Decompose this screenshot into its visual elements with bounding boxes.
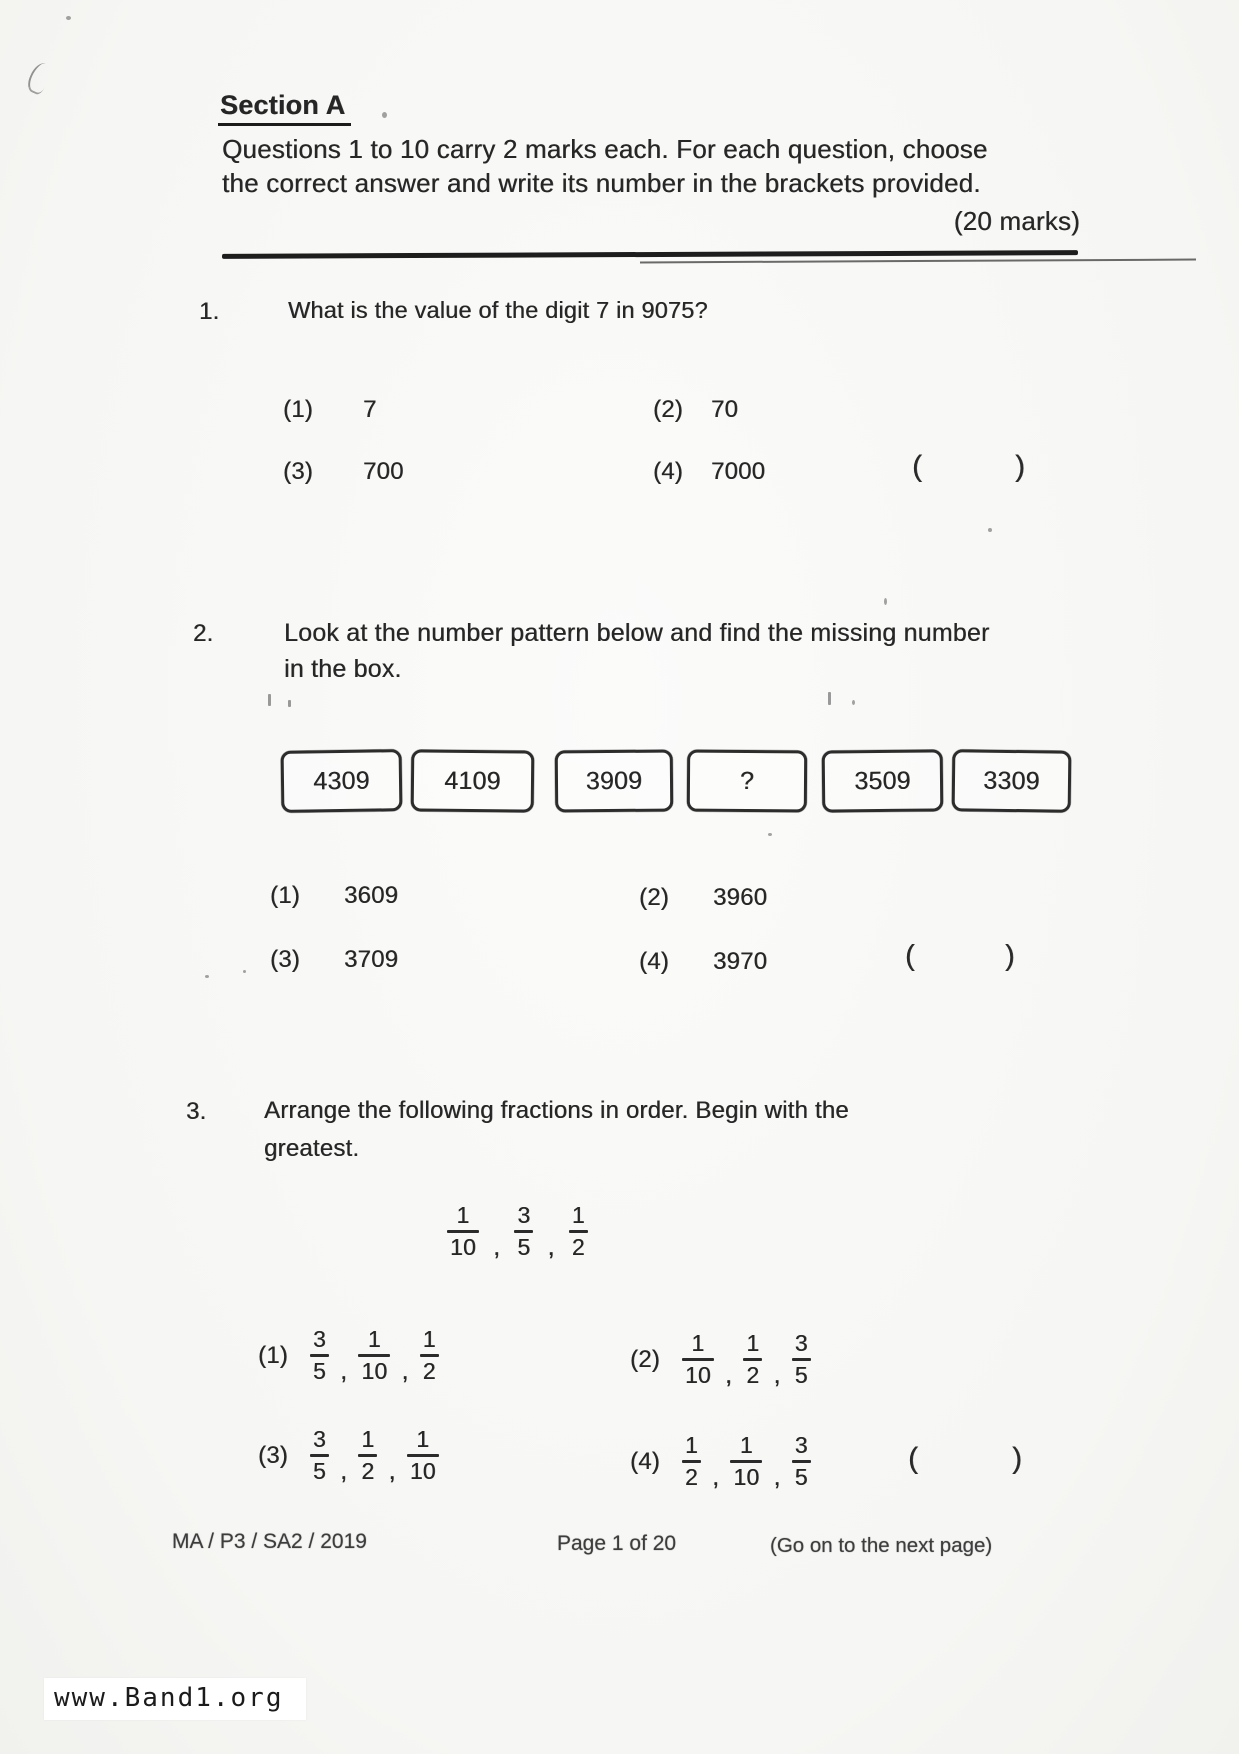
fraction-bar [358, 1354, 390, 1357]
question-number: 3. [186, 1098, 207, 1125]
answer-option [639, 948, 767, 976]
option-fractions [310, 1326, 439, 1386]
fraction-bar [569, 1230, 588, 1233]
option-label: (2) [630, 1345, 660, 1373]
option-fractions [310, 1426, 439, 1486]
fraction-numerator: 1 [367, 1326, 381, 1352]
fraction-numerator: 1 [361, 1426, 375, 1452]
fraction-comma: , [492, 1231, 501, 1262]
fraction-denominator: 5 [517, 1233, 531, 1260]
fraction [514, 1204, 533, 1259]
answer-option [630, 1330, 811, 1390]
question-text: What is the value of the digit 7 in 9075? [288, 297, 708, 323]
answer-bracket-open: ( [905, 940, 915, 972]
answer-option [653, 458, 765, 486]
fraction-comma: , [388, 1455, 396, 1486]
fraction [792, 1434, 811, 1489]
option-label: (1) [270, 882, 300, 909]
option-label: (4) [653, 458, 683, 485]
option-fractions [682, 1330, 811, 1390]
fraction-numerator: 1 [746, 1330, 760, 1356]
option-label: (4) [639, 948, 669, 975]
fraction-denominator: 2 [684, 1463, 698, 1490]
pattern-box: 4109 [411, 749, 535, 812]
scan-artifact [24, 60, 53, 97]
scan-artifact [205, 975, 209, 978]
footer-page-number: Page 1 of 20 [557, 1532, 677, 1555]
fraction-denominator: 10 [409, 1457, 436, 1484]
given-fractions [447, 1202, 588, 1262]
fraction-comma: , [773, 1359, 781, 1390]
fraction-denominator: 10 [733, 1463, 760, 1490]
fraction-numerator: 3 [794, 1330, 808, 1356]
option-label: (3) [270, 946, 300, 973]
fraction-bar [682, 1460, 701, 1463]
fraction-comma: , [547, 1231, 555, 1262]
fraction-numerator: 3 [517, 1202, 531, 1228]
question-text: Arrange the following fractions in order. Begin with the [264, 1097, 849, 1124]
option-label: (1) [283, 396, 313, 423]
fraction [310, 1428, 329, 1483]
pattern-box: 3309 [952, 749, 1072, 812]
fraction [682, 1434, 701, 1489]
option-value: 3609 [344, 882, 399, 909]
question-number: 1. [199, 298, 220, 325]
answer-option [258, 1326, 439, 1386]
option-label: (3) [258, 1441, 288, 1469]
fraction-bar [310, 1454, 329, 1457]
section-divider-rule [222, 250, 1078, 258]
fraction [407, 1428, 439, 1483]
fraction [310, 1328, 329, 1383]
fraction [743, 1332, 762, 1387]
fraction-numerator: 1 [691, 1330, 705, 1356]
question-text: in the box. [284, 655, 402, 683]
footer-paper-code: MA / P3 / SA2 / 2019 [172, 1530, 367, 1553]
fraction-numerator: 1 [456, 1202, 470, 1228]
fraction-bar [447, 1230, 479, 1233]
scan-artifact [288, 700, 291, 707]
answer-bracket-close: ) [1015, 450, 1026, 483]
fraction-numerator: 3 [794, 1432, 808, 1458]
pattern-box: 3909 [555, 749, 674, 812]
fraction [682, 1332, 714, 1387]
pattern-box: 4309 [281, 749, 403, 813]
answer-option [639, 884, 767, 912]
option-value: 3960 [713, 884, 768, 911]
fraction [358, 1428, 377, 1483]
answer-bracket-close: ) [1012, 1442, 1023, 1475]
fraction [447, 1204, 479, 1259]
answer-option [258, 1426, 439, 1486]
option-value: 3709 [344, 946, 399, 973]
scan-artifact [268, 694, 271, 706]
section-divider-rule-echo [640, 259, 1196, 264]
scan-artifact [382, 112, 387, 118]
fraction-comma: , [339, 1355, 348, 1386]
answer-option [270, 882, 398, 910]
fraction-comma: , [711, 1461, 720, 1492]
pattern-box: 3509 [822, 749, 944, 812]
watermark-url: www.Band1.org [54, 1683, 284, 1713]
fraction-denominator: 5 [794, 1361, 808, 1388]
option-label: (1) [258, 1341, 288, 1369]
scan-artifact [988, 528, 992, 532]
fraction-comma: , [401, 1355, 409, 1386]
scan-artifact [243, 970, 246, 973]
pattern-box pattern-box-missing: ? [687, 750, 807, 813]
option-value: 7000 [711, 458, 766, 485]
fraction-denominator: 10 [361, 1357, 388, 1384]
fraction-denominator: 2 [571, 1233, 585, 1260]
option-value: 700 [363, 458, 404, 485]
option-value: 7 [363, 396, 377, 423]
option-label: (2) [653, 396, 683, 423]
fraction-numerator: 1 [739, 1432, 753, 1458]
question-text: greatest. [264, 1135, 360, 1162]
answer-option [283, 396, 377, 424]
fraction-bar [514, 1230, 533, 1233]
answer-option [630, 1432, 811, 1492]
fraction-bar [730, 1460, 762, 1463]
option-label: (4) [630, 1447, 660, 1475]
section-title: Section A [218, 90, 351, 126]
question-number: 2. [193, 620, 214, 647]
fraction-bar [792, 1358, 811, 1361]
option-value: 70 [711, 396, 739, 423]
fraction-bar [358, 1454, 377, 1457]
fraction-comma: , [724, 1359, 733, 1390]
fraction-denominator: 2 [422, 1357, 436, 1384]
footer-next-page-note: (Go on to the next page) [770, 1534, 993, 1557]
scan-artifact [884, 598, 887, 605]
answer-bracket-open: ( [908, 1442, 919, 1475]
answer-bracket-open: ( [912, 450, 923, 483]
fraction-bar [792, 1460, 811, 1463]
fraction-denominator: 10 [450, 1233, 476, 1260]
scan-artifact [66, 16, 71, 20]
marks-note: (20 marks) [953, 206, 1080, 236]
fraction-denominator: 5 [794, 1463, 808, 1490]
fraction-bar [407, 1454, 439, 1457]
fraction-numerator: 1 [422, 1326, 436, 1352]
fraction-numerator: 1 [571, 1202, 585, 1228]
fraction-denominator: 5 [312, 1357, 326, 1384]
fraction-denominator: 2 [746, 1361, 760, 1388]
fraction-bar [743, 1358, 762, 1361]
instructions-line: the correct answer and write its number in the brackets provided. [222, 168, 981, 198]
option-value: 3970 [713, 948, 768, 975]
fraction-numerator: 3 [312, 1326, 326, 1352]
fraction-comma: , [339, 1455, 348, 1486]
answer-option [653, 396, 738, 424]
option-fractions [682, 1432, 811, 1492]
option-label: (3) [283, 458, 313, 485]
answer-option [283, 458, 404, 486]
watermark-chip [44, 1678, 306, 1720]
fraction-comma: , [773, 1461, 781, 1492]
fraction-denominator: 5 [312, 1457, 326, 1484]
fraction [730, 1434, 762, 1489]
fraction [358, 1328, 390, 1383]
fraction [569, 1204, 588, 1259]
fraction [420, 1328, 439, 1383]
answer-bracket-close: ) [1005, 940, 1015, 972]
fraction-numerator: 1 [684, 1432, 698, 1458]
fraction-denominator: 10 [684, 1361, 711, 1388]
fraction-denominator: 2 [361, 1457, 375, 1484]
question-text: Look at the number pattern below and find the missing number [284, 619, 990, 647]
fraction-bar [682, 1358, 714, 1361]
instructions-line: Questions 1 to 10 carry 2 marks each. For each question, choose [222, 134, 988, 164]
fraction-bar [310, 1354, 329, 1357]
scan-artifact [852, 700, 855, 705]
scan-artifact [768, 833, 772, 836]
fraction [792, 1332, 811, 1387]
option-label: (2) [639, 884, 669, 911]
fraction-bar [420, 1354, 439, 1357]
fraction-numerator: 3 [312, 1426, 326, 1452]
answer-option [270, 946, 398, 974]
scan-artifact [828, 692, 831, 705]
fraction-numerator: 1 [416, 1426, 430, 1452]
